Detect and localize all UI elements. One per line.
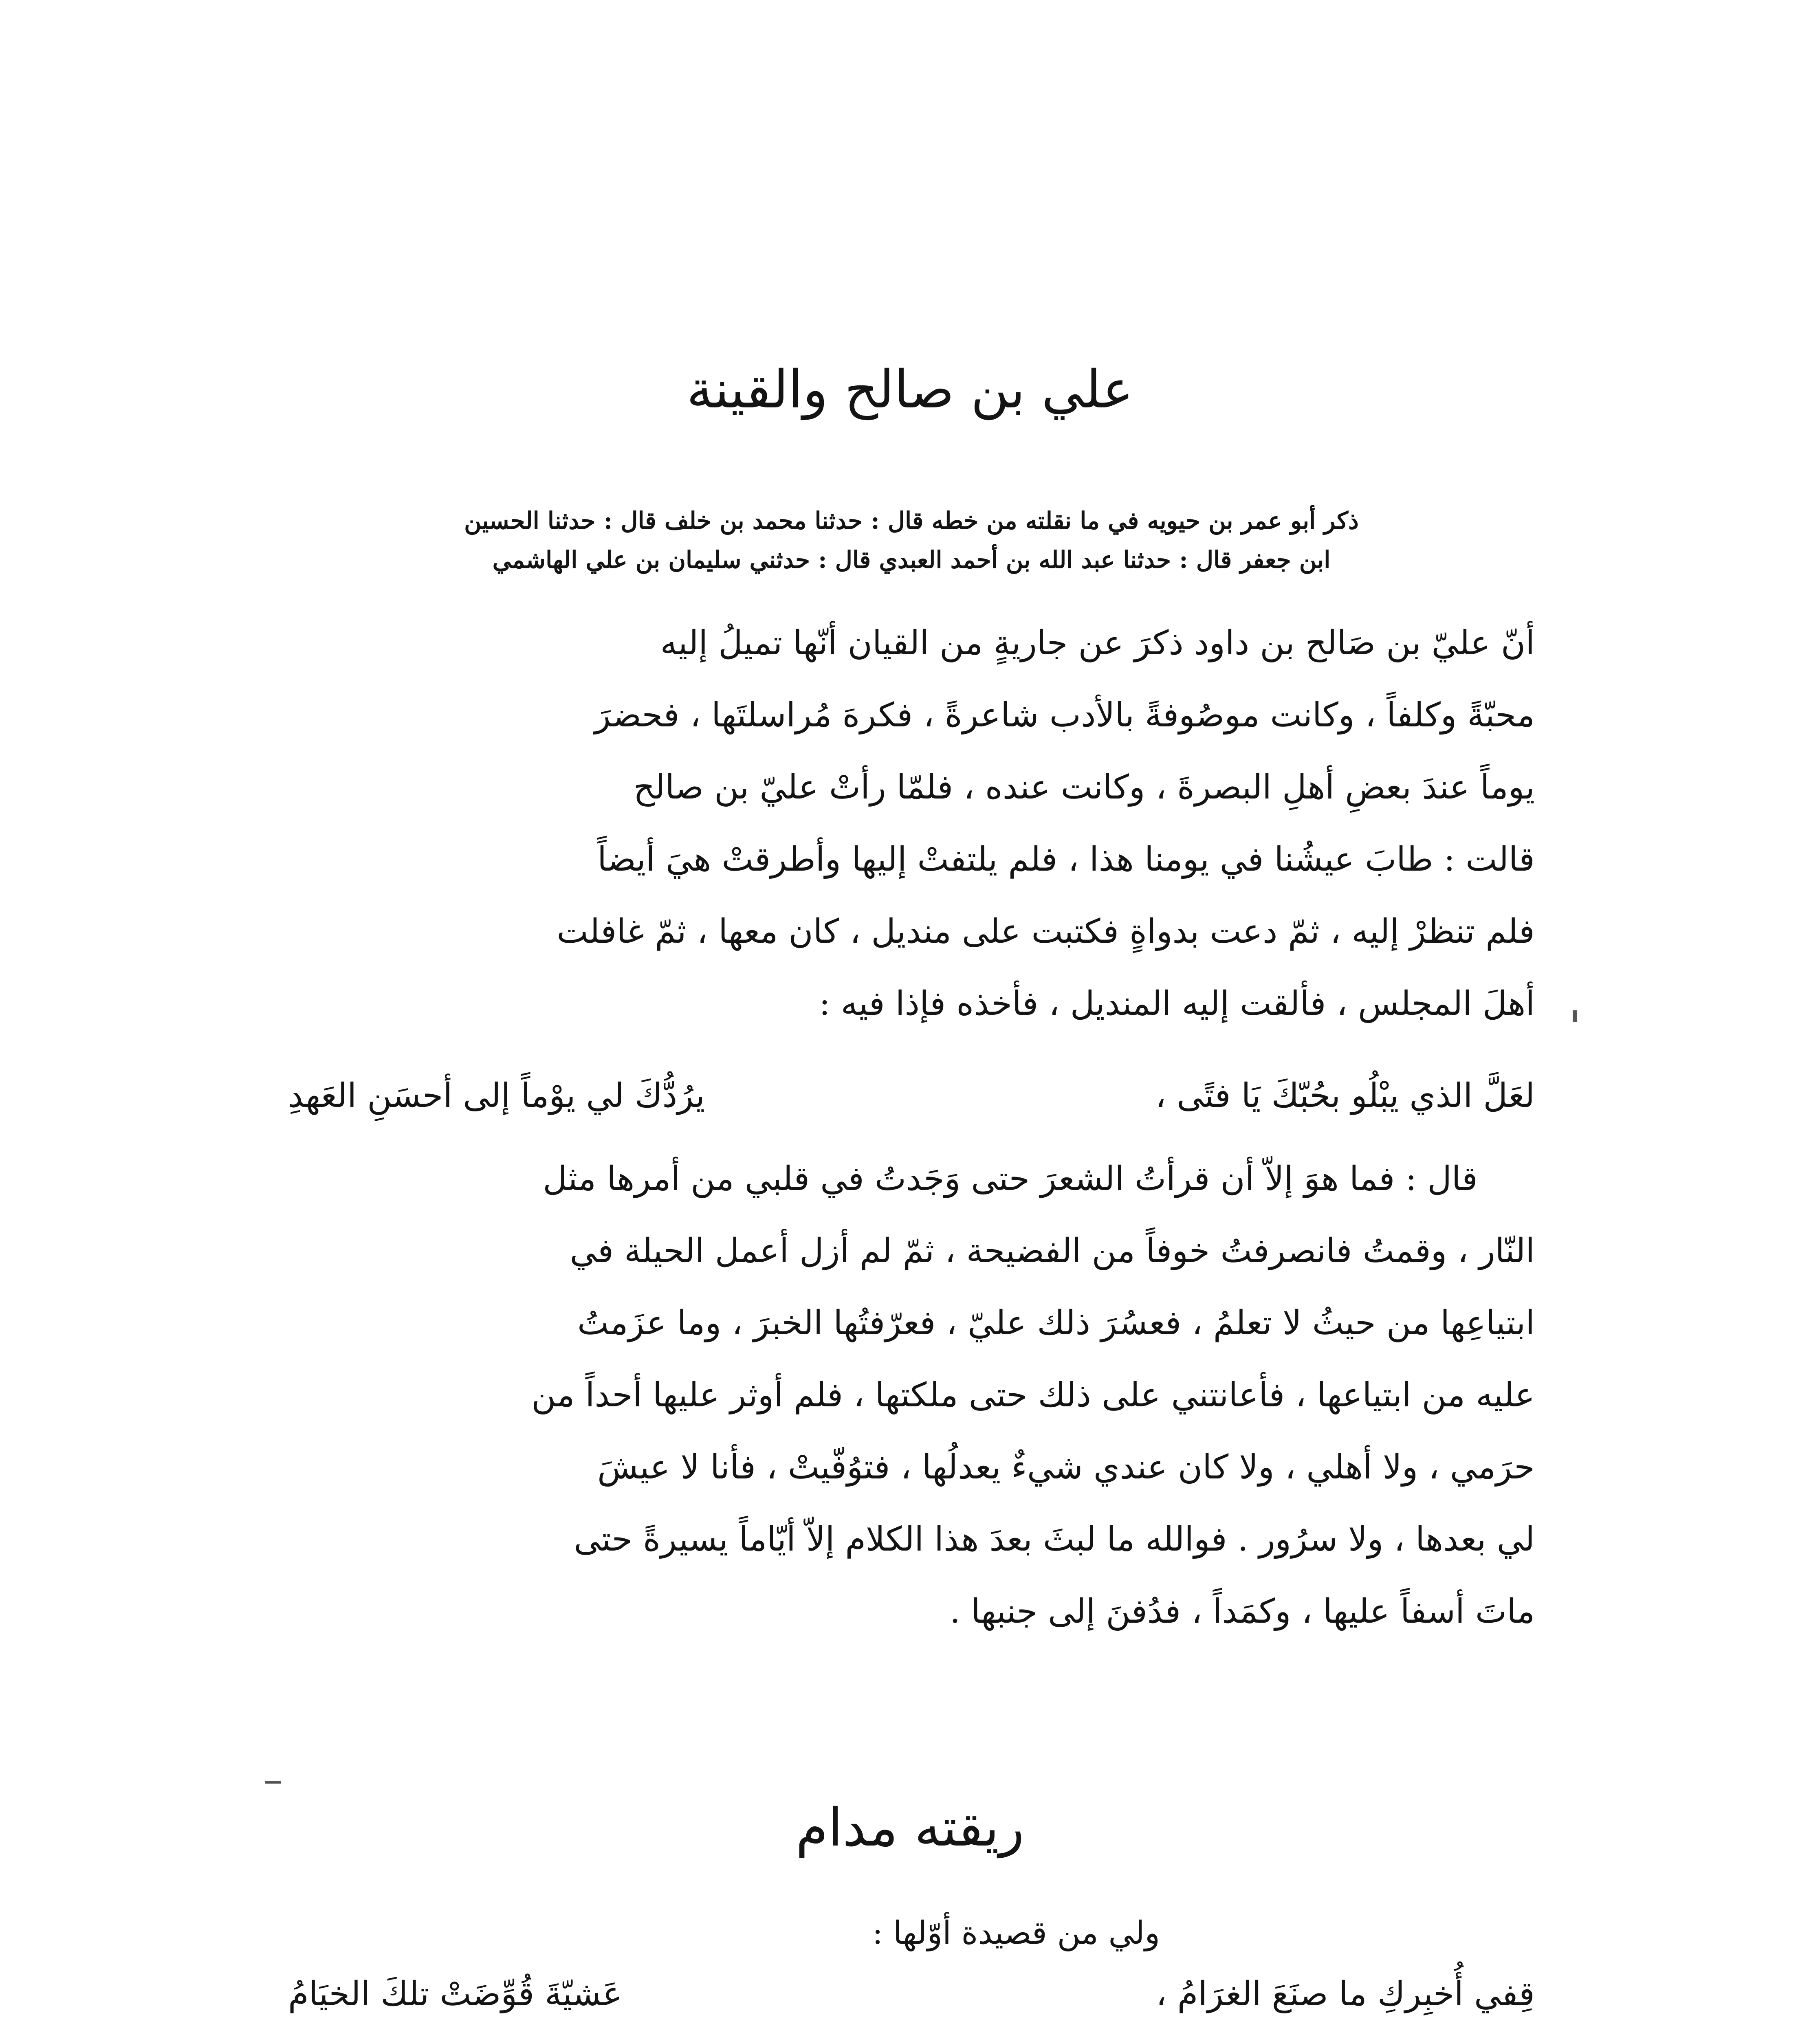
text-line: قال : فما هوَ إلاّ أن قرأتُ الشعرَ حتى وَجَدتُ في قلبي من أمرها مثل [543,1159,1478,1198]
story-paragraph [288,1143,1535,1648]
verse-first-hemistich: قِفي أُخبِركِ ما صنَعَ الغرَامُ ، [1156,1975,1535,2013]
text-line: قالت : طابَ عيشُنا في يومنا هذا ، فلم يلتفتْ إليها وأطرقتْ هيَ أيضاً [597,840,1535,879]
text-line: أنّ عليّ بن صَالح بن داود ذكرَ عن جاريةٍ من القيان أنّها تميلُ إليه [660,624,1535,662]
text-line: لي بعدها ، ولا سرُور . فوالله ما لبثَ بعدَ هذا الكلام إلاّ أيّاماً يسيرةً حتى [574,1520,1535,1559]
text-line: حرَمي ، ولا أهلي ، ولا كان عندي شيءٌ يعدلُها ، فتوُفّيتْ ، فأنا لا عيشَ [597,1448,1535,1487]
text-line: النّار ، وقمتُ فانصرفتُ خوفاً من الفضيحة ، ثمّ لم أزل أعمل الحيلة في [570,1232,1535,1270]
poem-intro: ولي من قصيدة أوّلها : [872,1915,1160,1951]
isnad-chain [288,501,1535,579]
text-line: يوماً عندَ بعضِ أهلِ البصرةَ ، وكانت عنده ، فلمّا رأتْ عليّ بن صالح [633,768,1535,807]
poem-verse [288,1968,1535,2021]
text-line: ابتياعِها من حيثُ لا تعلمُ ، فعسُرَ ذلك عليّ ، فعرّفتُها الخبرَ ، وما عزَمتُ [577,1304,1535,1342]
story-paragraph [288,607,1535,1040]
chapter-title: علي بن صالح والقينة [687,359,1133,420]
poem-verse [288,1069,1535,1122]
scan-speck [265,1781,281,1784]
isnad-line: ذكر أبو عمر بن حيويه في ما نقلته من خطه قال : حدثنا محمد بن خلف قال : حدثنا الحسين [464,507,1359,535]
verse-second-hemistich: عَشيّةَ قُوِّضَتْ تلكَ الخيَامُ [288,1975,623,2013]
text-line: فلم تنظرْ إليه ، ثمّ دعت بدواةٍ فكتبت على منديل ، كان معها ، ثمّ غافلت [557,912,1535,951]
verse-first-hemistich: لعَلَّ الذي يبْلُو بحُبّكَ يَا فتًى ، [1155,1076,1535,1115]
text-line: محبّةً وكلفاً ، وكانت موصُوفةً بالأدب شاعرةً ، فكرهَ مُراسلتَها ، فحضرَ [594,696,1535,735]
chapter-title: ريقته مدام [796,1797,1024,1858]
text-line: ماتَ أسفاً عليها ، وكمَداً ، فدُفنَ إلى جنبها . [949,1592,1535,1631]
text-line: أهلَ المجلس ، فألقت إليه المنديل ، فأخذه فإذا فيه : [819,984,1535,1023]
verse-second-hemistich: يرُدُّكَ لي يوْماً إلى أحسَنِ العَهدِ [288,1076,705,1115]
text-line: عليه من ابتياعها ، فأعانتني على ذلك حتى ملكتها ، فلم أوثر عليها أحداً من [531,1376,1535,1414]
scan-speck [1573,1010,1577,1022]
isnad-line: ابن جعفر قال : حدثنا عبد الله بن أحمد العبدي قال : حدثني سليمان بن علي الهاشمي [492,546,1331,574]
